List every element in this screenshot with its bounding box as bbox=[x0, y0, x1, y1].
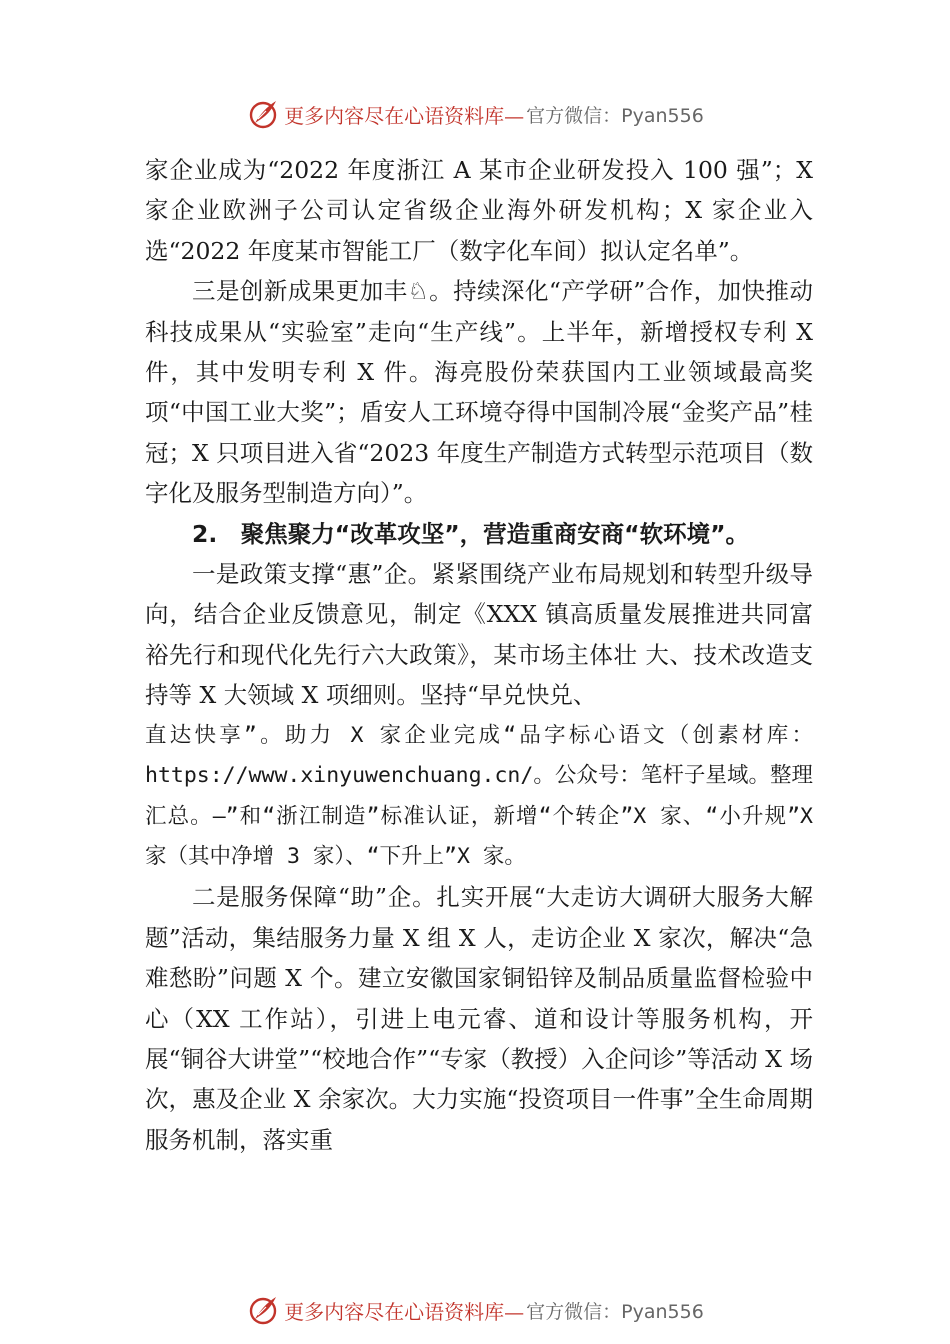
watermark-main-text: 更多内容尽在心语资料库— bbox=[284, 1299, 525, 1324]
watermark-sub-text: 官方微信：Pyan556 bbox=[526, 104, 704, 127]
feather-pen-icon bbox=[246, 1293, 280, 1327]
watermark-sub-text: 官方微信：Pyan556 bbox=[526, 1300, 704, 1323]
paragraph-continuation: 家企业成为“2022 年度浙江 A 某市企业研发投入 100 强”；X 家企业欧洲子公司认定省级企业海外研发机构；X 家企业入选“2022 年度某市智能工厂（数字化车间）拟认定名单”。 bbox=[145, 156, 813, 265]
watermark-bottom bbox=[0, 1290, 950, 1330]
paragraph-innovation-results: 三是创新成果更加丰♘。持续深化“产学研”合作，加快推动科技成果从“实验室”走向“生产线”。上半年，新增授权专利 X 件，其中发明专利 X 件。海亮股份荣获国内工业领域最高奖项“中国工业大奖”；盾安人工环境夺得中国制冷展“金奖产品”桂冠；X 只项目进入省“2023 年度生产制造方式转型示范项目（数字化及服务型制造方向）”。 bbox=[145, 277, 813, 508]
paragraph-service-support: 二是服务保障“助”企。扎实开展“大走访大调研大服务大解题”活动，集结服务力量 X 组 X 人，走访企业 X 家次，解决“急难愁盼”问题 X 个。建立安徽国家铜铅锌及制品质量监督检验中心（XX 工作站），引进上电元睿、道和设计等服务机构，开展“铜谷大讲堂”“校地合作”“专家（教授）入企问诊”等活动 X 场次，惠及企业 X 余家次。大力实施“投资项目一件事”全生命周期服务机制，落实重 bbox=[145, 883, 813, 1154]
feather-pen-icon bbox=[246, 97, 280, 131]
watermark-top bbox=[0, 94, 950, 134]
paragraph-policy-support: 一是政策支撑“惠”企。紧紧围绕产业布局规划和转型升级导向，结合企业反馈意见，制定《XXX 镇高质量发展推进共同富裕先行和现代化先行六大政策》，某市场主体壮 大、技术改造支持等 X 大领域 X 项细则。坚持“早兑快兑、 bbox=[145, 560, 813, 710]
paragraph-certification: 直达快享”。助力 X 家企业完成“品字标心语文（创素材库：https://www.xinyuwenchuang.cn/。公众号：笔杆子星域。整理汇总。—”和“浙江制造”标准认证，新增“个转企”X 家、“小升规”X 家（其中净增 3 家）、“下升上”X 家。 bbox=[145, 722, 813, 869]
document-body bbox=[145, 150, 813, 1160]
watermark-main-text: 更多内容尽在心语资料库— bbox=[284, 103, 525, 128]
section-heading-2: 2. 聚焦聚力“改革攻坚”，营造重商安商“软环境”。 bbox=[192, 519, 750, 548]
